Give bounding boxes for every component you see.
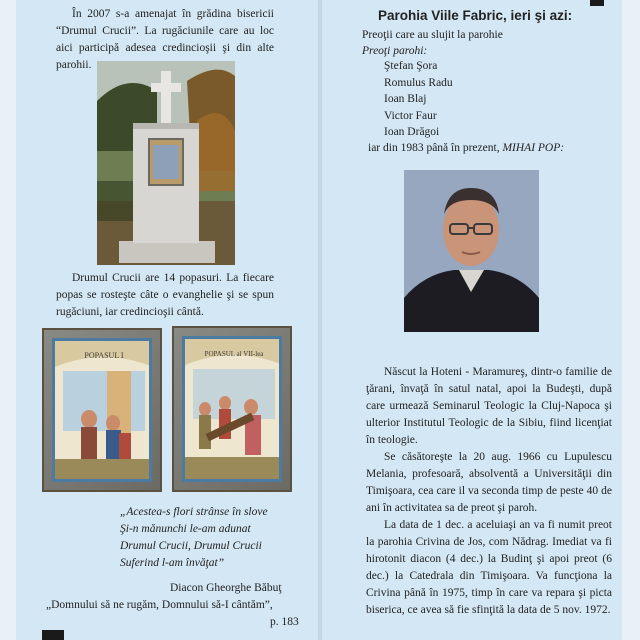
station-painting <box>55 341 152 482</box>
intro-paragraph: În 2007 s-a amenajat în grădina bisericii “Drumul Crucii”. La rugăciunile care au loc aici participă adesea credincioşii şi din alte parohii. <box>56 8 274 71</box>
page-title: Parohia Viile Fabric, ieri şi azi: <box>378 8 573 23</box>
poem-author: Diacon Gheorghe Băbuţ <box>170 582 282 594</box>
right-page <box>322 0 622 640</box>
priest-name: Ioan Blaj <box>384 93 427 105</box>
poem <box>120 504 310 572</box>
portrait-image <box>404 170 539 332</box>
page-reference: p. 183 <box>270 616 299 628</box>
priest-name: Victor Faur <box>384 109 437 122</box>
road-of-cross-photo <box>97 61 235 265</box>
priests-label: Preoţi parohi: <box>362 45 428 57</box>
priest-name: Romulus Radu <box>384 76 453 89</box>
left-page <box>16 0 318 640</box>
poem-line: Şi-n mănunchi le-am adunat <box>120 523 251 535</box>
page-corner-mark <box>42 630 64 640</box>
priest-name: Ştefan Şora <box>384 60 438 72</box>
page-corner-mark <box>590 0 604 6</box>
current-priest-name: MIHAI POP: <box>502 142 565 154</box>
tile1-label: POPASUL I <box>84 351 124 360</box>
priest-portrait <box>404 170 539 332</box>
poem-line: Drumul Crucii, Drumul Crucii <box>120 540 262 552</box>
biography-paragraph-1: Născut la Hoteni - Maramureş, dintr-o familie de ţărani, învaţă în satul natal, apoi la Budeşti, după care urmează Seminarul Teologic la Cluj-Napoca şi ulterior Institutul Teologic de la Sibiu, fiind licenţiat în teologie. <box>366 366 612 446</box>
stations-paragraph: Drumul Crucii are 14 popasuri. La fiecare popas se rosteşte câte o evanghelie şi se spun rugăciuni, iar credincioşii cântă. <box>56 272 274 318</box>
poem-line: „Acestea-s flori strânse în slove <box>120 506 268 518</box>
tile2-label: POPASUL al VII-lea <box>204 350 264 358</box>
biography-paragraph-2: Se căsătoreşte la 20 aug. 1966 cu Lupulescu Melania, profesoară, absolventă a Universităţii din Timişoara, cea care il va seconda timp de peste 40 de ani în activitatea sa de preot şi paroh. <box>366 451 612 514</box>
subtitle: Preoţii care au slujit la parohie <box>362 29 503 41</box>
current-prefix: iar din 1983 până în prezent, <box>368 142 503 154</box>
book-title: „Domnului să ne rugăm, Domnului să-I cântăm”, <box>46 599 273 611</box>
biography-paragraph-3: La data de 1 dec. a aceluiaşi an va fi numit preot la parohia Crivina de Jos, com Nădrag. Imediat va fi hirotonit diacon (4 dec.) la Budinţ şi apoi preot (6 dec.) la Catedrala din Timişoara. Va funcţiona la Crivina până în 1975, timp în care va repara şi picta biserica, ce avea să fie sfinţită la data de 5 nov. 1972. <box>366 519 612 616</box>
priest-list <box>384 58 453 141</box>
priest-name: Ioan Drăgoi <box>384 126 440 138</box>
station-one-tile <box>42 328 162 492</box>
cross-monument-image <box>97 61 235 265</box>
station-painting <box>185 339 282 482</box>
station-seven-tile <box>172 326 292 492</box>
poem-line: Suferind l-am învăţat” <box>120 557 225 569</box>
current-priest-line <box>368 140 564 157</box>
